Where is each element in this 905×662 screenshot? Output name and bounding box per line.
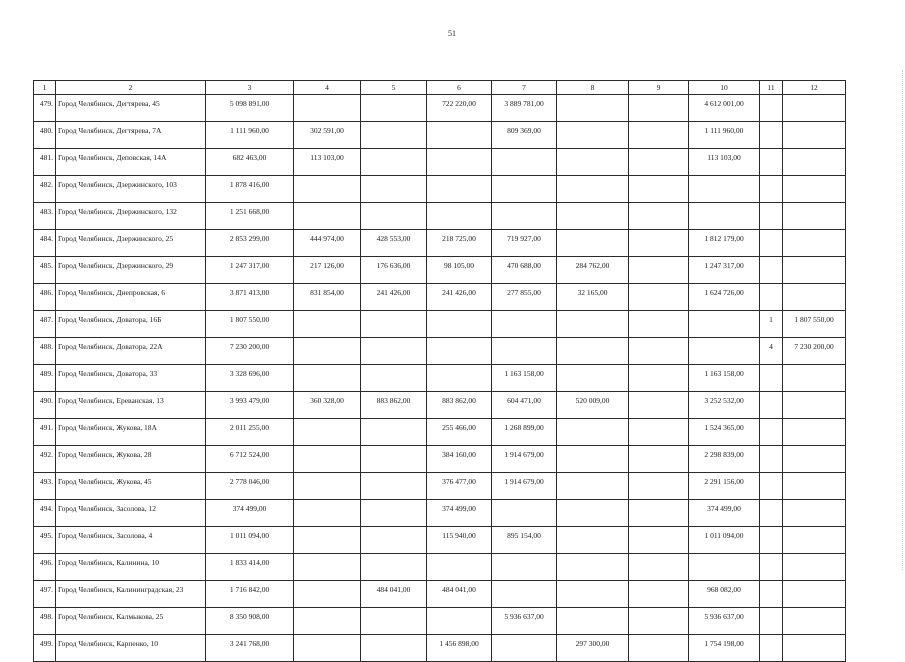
table-cell [492,635,557,662]
column-header-5: 5 [361,81,427,95]
table-cell: Город Челябинск, Дегтярева, 7А [56,122,206,149]
column-header-4: 4 [294,81,361,95]
table-cell [294,635,361,662]
table-cell: 484 041,00 [361,581,427,608]
table-cell [629,338,689,365]
table-cell [294,176,361,203]
table-cell [557,338,629,365]
table-cell: 481. [34,149,56,176]
table-cell: 495. [34,527,56,554]
table-cell [760,473,783,500]
table-cell: 444 974,00 [294,230,361,257]
table-cell [361,149,427,176]
table-cell [629,122,689,149]
table-cell [783,95,846,122]
table-cell [783,257,846,284]
table-row [34,122,846,149]
table-cell [760,419,783,446]
table-cell: 489. [34,365,56,392]
table-cell [557,311,629,338]
table-row [34,446,846,473]
table-cell: 497. [34,581,56,608]
table-cell: 1 716 842,00 [206,581,294,608]
table-row [34,365,846,392]
table-cell: 498. [34,608,56,635]
table-cell [783,554,846,581]
table-cell [492,311,557,338]
table-cell: 277 855,00 [492,284,557,311]
table-cell: Город Челябинск, Доватора, 22А [56,338,206,365]
table-cell [361,95,427,122]
table-cell [760,122,783,149]
table-cell [760,392,783,419]
table-cell [557,527,629,554]
table-cell: 32 165,00 [557,284,629,311]
table-cell [492,176,557,203]
table-cell [361,122,427,149]
table-cell: 176 636,00 [361,257,427,284]
table-cell: 1 251 668,00 [206,203,294,230]
table-cell [427,338,492,365]
column-header-3: 3 [206,81,294,95]
table-row [34,635,846,662]
table-body [34,95,846,662]
table-cell: 1 833 414,00 [206,554,294,581]
table-cell [760,203,783,230]
table-cell: 883 862,00 [427,392,492,419]
table-cell: 3 252 532,00 [689,392,760,419]
table-cell: 1 807 550,00 [206,311,294,338]
table-cell: 482. [34,176,56,203]
table-cell: 1 163 158,00 [492,365,557,392]
table-cell: 374 499,00 [427,500,492,527]
table-cell: 98 105,00 [427,257,492,284]
table-cell: 493. [34,473,56,500]
column-header-10: 10 [689,81,760,95]
table-cell: 217 126,00 [294,257,361,284]
table-cell: 1 754 198,00 [689,635,760,662]
table-row [34,203,846,230]
table-cell: 1 524 365,00 [689,419,760,446]
table-cell [629,257,689,284]
table-cell [629,527,689,554]
table-cell [783,365,846,392]
table-cell: 2 853 299,00 [206,230,294,257]
table-cell: 479. [34,95,56,122]
table-cell: 5 098 891,00 [206,95,294,122]
table-cell [629,149,689,176]
table-cell [557,149,629,176]
table-cell [760,554,783,581]
table-cell [783,608,846,635]
table-cell [557,419,629,446]
table-row [34,284,846,311]
table-cell: 499. [34,635,56,662]
table-cell: Город Челябинск, Калмыкова, 25 [56,608,206,635]
table-cell [760,608,783,635]
table-cell: Город Челябинск, Засолова, 12 [56,500,206,527]
table-row [34,149,846,176]
table-row [34,581,846,608]
table-cell: Город Челябинск, Дзержинского, 132 [56,203,206,230]
table-cell [629,446,689,473]
table-cell [760,446,783,473]
table-cell [361,338,427,365]
table-cell [760,581,783,608]
table-cell: 8 350 908,00 [206,608,294,635]
table-cell [361,527,427,554]
table-cell: 115 940,00 [427,527,492,554]
table-cell: 496. [34,554,56,581]
table-cell [557,446,629,473]
table-row [34,230,846,257]
table-cell [689,176,760,203]
table-cell: 722 220,00 [427,95,492,122]
table-cell: 490. [34,392,56,419]
table-cell [760,257,783,284]
table-cell [557,365,629,392]
table-cell [427,203,492,230]
table-cell: 1 111 960,00 [206,122,294,149]
table-cell: 5 936 637,00 [492,608,557,635]
table-cell: 428 553,00 [361,230,427,257]
table-cell [427,149,492,176]
table-cell: Город Челябинск, Дзержинского, 29 [56,257,206,284]
table-cell [294,500,361,527]
table-cell: Город Челябинск, Калинина, 10 [56,554,206,581]
table-cell: Город Челябинск, Засолова, 4 [56,527,206,554]
table-cell [689,554,760,581]
table-cell: 1 812 179,00 [689,230,760,257]
table-cell: 2 011 255,00 [206,419,294,446]
table-cell: 486. [34,284,56,311]
table-cell [557,203,629,230]
table-row [34,554,846,581]
table-cell: Город Челябинск, Ереванская, 13 [56,392,206,419]
table-cell [294,554,361,581]
table-row [34,257,846,284]
table-cell: 494. [34,500,56,527]
table-cell: 376 477,00 [427,473,492,500]
table-cell: Город Челябинск, Калининградская, 23 [56,581,206,608]
table-cell: 384 160,00 [427,446,492,473]
table-cell: 360 328,00 [294,392,361,419]
table-cell: 484 041,00 [427,581,492,608]
table-cell [760,284,783,311]
table-cell: 2 291 156,00 [689,473,760,500]
table-cell [557,95,629,122]
table-cell [629,500,689,527]
table-cell: 2 298 839,00 [689,446,760,473]
table-cell [557,608,629,635]
table-cell: 1 247 317,00 [689,257,760,284]
table-cell [760,500,783,527]
table-cell [783,527,846,554]
table-cell: Город Челябинск, Карпенко, 10 [56,635,206,662]
table-cell [427,176,492,203]
column-header-11: 11 [760,81,783,95]
column-header-12: 12 [783,81,846,95]
table-cell: 302 591,00 [294,122,361,149]
table-row [34,419,846,446]
table-cell [629,284,689,311]
table-cell [629,392,689,419]
table-cell: 7 230 200,00 [206,338,294,365]
column-header-1: 1 [34,81,56,95]
table-cell: 488. [34,338,56,365]
table-cell: 2 778 046,00 [206,473,294,500]
table-cell [294,473,361,500]
table-cell [760,149,783,176]
table-row [34,527,846,554]
table-cell [427,365,492,392]
table-cell [492,554,557,581]
table-cell [294,446,361,473]
table-cell: 604 471,00 [492,392,557,419]
table-cell: 1 011 094,00 [206,527,294,554]
table-cell: 113 103,00 [294,149,361,176]
table-cell: Город Челябинск, Жукова, 18А [56,419,206,446]
table-cell: 374 499,00 [689,500,760,527]
table-cell [783,284,846,311]
table-cell [557,122,629,149]
table-cell: Город Челябинск, Дзержинского, 25 [56,230,206,257]
table-cell: 480. [34,122,56,149]
table-cell: 682 463,00 [206,149,294,176]
table-cell: 484. [34,230,56,257]
table-cell: 809 369,00 [492,122,557,149]
table-cell [629,176,689,203]
table-cell: 3 889 781,00 [492,95,557,122]
table-cell [361,635,427,662]
table-cell [783,446,846,473]
table-cell [492,149,557,176]
table-cell: 831 854,00 [294,284,361,311]
table-row [34,473,846,500]
table-cell: Город Челябинск, Дзержинского, 103 [56,176,206,203]
table-cell: 284 762,00 [557,257,629,284]
table-cell [557,230,629,257]
table-cell: 487. [34,311,56,338]
table-cell: Город Челябинск, Днепровская, 6 [56,284,206,311]
table-cell [294,203,361,230]
table-cell: 1 111 960,00 [689,122,760,149]
table-cell [294,311,361,338]
table-cell [783,122,846,149]
table-cell [783,500,846,527]
table-cell: 483. [34,203,56,230]
table-cell: 374 499,00 [206,500,294,527]
table-cell [492,203,557,230]
table-cell [492,581,557,608]
table-cell [557,554,629,581]
table-cell [557,473,629,500]
column-header-6: 6 [427,81,492,95]
table-cell [629,311,689,338]
table-row [34,392,846,419]
table-cell [760,230,783,257]
table-cell: Город Челябинск, Деповская, 14А [56,149,206,176]
table-cell: 492. [34,446,56,473]
table-cell [783,581,846,608]
table-cell [629,581,689,608]
table-cell [427,122,492,149]
table-cell: 241 426,00 [427,284,492,311]
table-cell: 1 456 898,00 [427,635,492,662]
table-cell [427,554,492,581]
table-cell [492,500,557,527]
header-row [34,81,846,95]
table-cell: 1 [760,311,783,338]
table-cell: 113 103,00 [689,149,760,176]
table-row [34,311,846,338]
table-cell [361,608,427,635]
table-cell: 7 230 200,00 [783,338,846,365]
table-cell [760,95,783,122]
table-cell: 3 328 696,00 [206,365,294,392]
table-cell [557,581,629,608]
table-cell: 520 009,00 [557,392,629,419]
table-row [34,500,846,527]
table-cell: 1 268 899,00 [492,419,557,446]
table-row [34,176,846,203]
table-cell [294,608,361,635]
table-cell: 1 878 416,00 [206,176,294,203]
table-cell [361,176,427,203]
table-cell: 4 [760,338,783,365]
table-cell [629,365,689,392]
table-cell [294,95,361,122]
table-cell: 255 466,00 [427,419,492,446]
table-cell [783,635,846,662]
column-header-9: 9 [629,81,689,95]
table-cell [689,338,760,365]
table-cell: Город Челябинск, Доватора, 16Б [56,311,206,338]
table-cell [760,365,783,392]
table-cell [689,203,760,230]
table-cell [294,419,361,446]
table-cell [361,446,427,473]
table-cell [629,473,689,500]
table-cell [760,176,783,203]
table-cell [557,176,629,203]
table-cell: 3 993 479,00 [206,392,294,419]
table-cell: 3 241 768,00 [206,635,294,662]
column-header-8: 8 [557,81,629,95]
table-cell [361,554,427,581]
table-cell [760,635,783,662]
column-header-2: 2 [56,81,206,95]
table-cell [361,365,427,392]
table-cell: 218 725,00 [427,230,492,257]
table-cell [629,608,689,635]
table-row [34,338,846,365]
table-cell [294,581,361,608]
table-cell: 1 914 679,00 [492,446,557,473]
table-row [34,95,846,122]
table-cell: 470 688,00 [492,257,557,284]
column-header-7: 7 [492,81,557,95]
table-cell [760,527,783,554]
table-cell [783,176,846,203]
table-cell: 241 426,00 [361,284,427,311]
table-cell [492,338,557,365]
table-cell [294,527,361,554]
table-cell: 1 163 158,00 [689,365,760,392]
table-cell [783,149,846,176]
margin-mark [898,70,903,570]
table-cell [361,203,427,230]
page-number: 51 [448,29,456,38]
table-cell: 883 862,00 [361,392,427,419]
table-cell [629,635,689,662]
table-cell: 1 011 094,00 [689,527,760,554]
table-cell: 491. [34,419,56,446]
table-cell [557,500,629,527]
table-cell: 1 624 726,00 [689,284,760,311]
table-cell: 4 612 001,00 [689,95,760,122]
table-cell [361,311,427,338]
table-cell [361,419,427,446]
table-cell: 485. [34,257,56,284]
table-cell [783,203,846,230]
table-cell [629,203,689,230]
register-table [33,80,846,662]
table-cell [629,95,689,122]
table-cell [783,473,846,500]
table-cell: 1 807 550,00 [783,311,846,338]
table-cell [361,500,427,527]
table-cell [689,311,760,338]
table-cell [427,608,492,635]
table-cell: Город Челябинск, Жукова, 45 [56,473,206,500]
table-cell [629,419,689,446]
table-cell [629,554,689,581]
table-cell: Город Челябинск, Доватора, 33 [56,365,206,392]
table-cell: 1 914 679,00 [492,473,557,500]
table-cell [783,230,846,257]
table-cell: 297 300,00 [557,635,629,662]
table-cell: 895 154,00 [492,527,557,554]
table-cell [783,419,846,446]
table-cell [361,473,427,500]
table-cell: 3 871 413,00 [206,284,294,311]
table-cell: 5 936 637,00 [689,608,760,635]
table-cell: 1 247 317,00 [206,257,294,284]
table-row [34,608,846,635]
table-cell [629,230,689,257]
table-cell [427,311,492,338]
table-cell: 719 927,00 [492,230,557,257]
table-cell: 6 712 524,00 [206,446,294,473]
table-cell [783,392,846,419]
table-cell: Город Челябинск, Жукова, 28 [56,446,206,473]
table-cell: Город Челябинск, Дегтярева, 45 [56,95,206,122]
table-cell: 968 082,00 [689,581,760,608]
table-cell [294,365,361,392]
table-cell [294,338,361,365]
